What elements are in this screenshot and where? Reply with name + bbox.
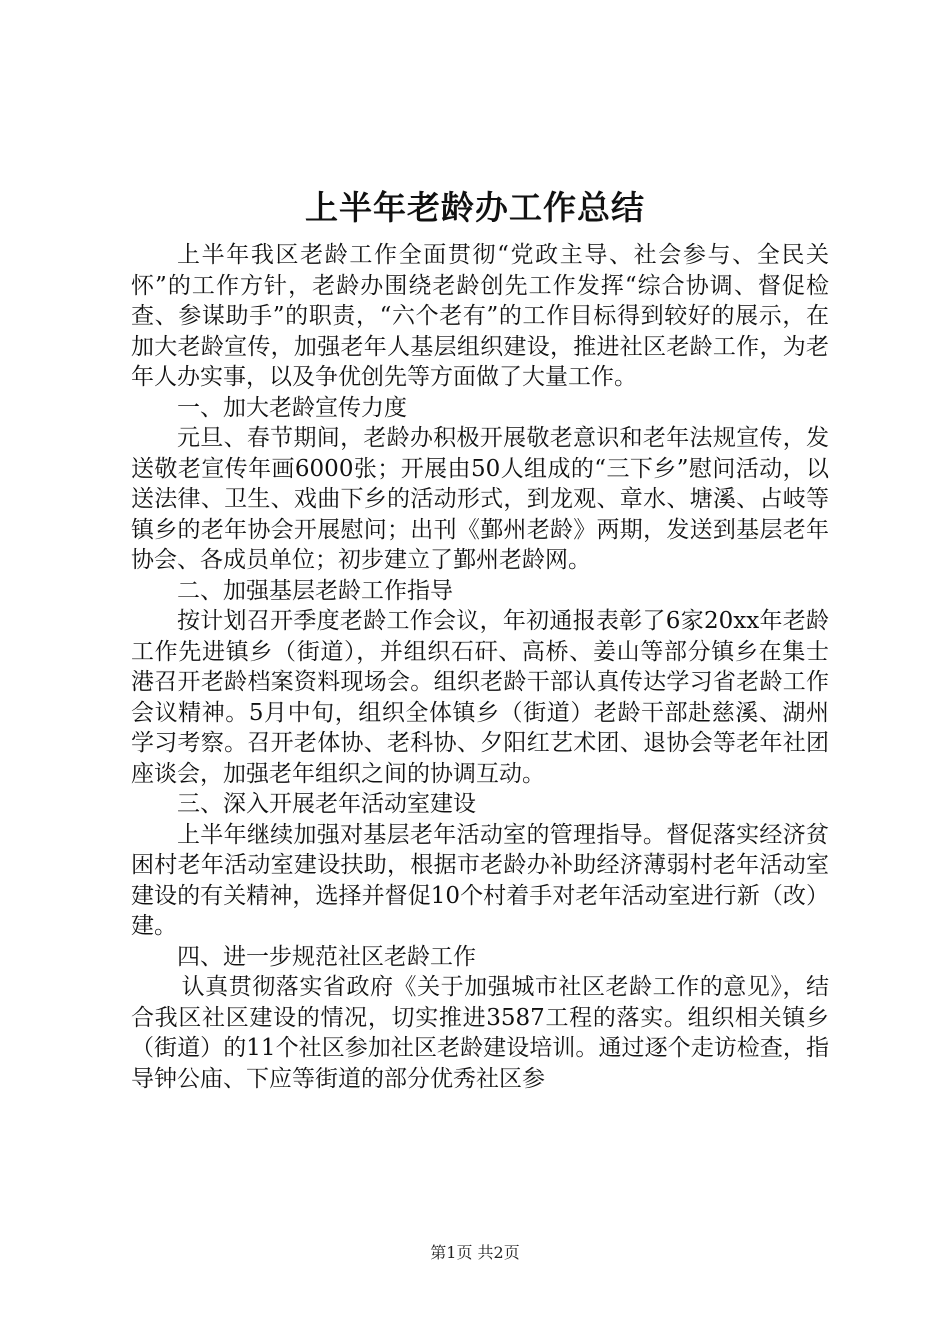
- section-paragraph-4: 认真贯彻落实省政府《关于加强城市社区老龄工作的意见》，结合我区社区建设的情况，切实推进3587工程的落实。组织相关镇乡（街道）的11个社区参加社区老龄建设培训。通过逐个走访检查，指导钟公庙、下应等街道的部分优秀社区参: [131, 974, 829, 1092]
- document-title: 上半年老龄办工作总结: [305, 188, 645, 227]
- page-footer: 第1页 共2页: [430, 1243, 520, 1262]
- section-heading-3: 三、深入开展老年活动室建设: [177, 791, 476, 817]
- section-heading-1: 一、加大老龄宣传力度: [177, 394, 407, 421]
- section-heading-4: 四、进一步规范社区老龄工作: [177, 943, 476, 970]
- section-paragraph-2: 按计划召开季度老龄工作会议，年初通报表彰了6家20xx年老龄工作先进镇乡（街道），并组织石矸、高桥、姜山等部分镇乡在集士港召开老龄档案资料现场会。组织老龄干部认真传达学习省老龄工作会议精神。5月中旬，组织全体镇乡（街道）老龄干部赴慈溪、湖州学习考察。召开老体协、老科协、夕阳红艺术团、退协会等老年社团座谈会，加强老年组织之间的协调互动。: [131, 608, 829, 787]
- document-body: [131, 240, 829, 1094]
- section-heading-2: 二、加强基层老龄工作指导: [177, 577, 453, 604]
- intro-paragraph: 上半年我区老龄工作全面贯彻“党政主导、社会参与、全民关怀”的工作方针，老龄办围绕老龄创先工作发挥“综合协调、督促检查、参谋助手”的职责，“六个老有”的工作目标得到较好的展示，在加大老龄宣传，加强老年人基层组织建设，推进社区老龄工作，为老年人办实事，以及争优创先等方面做了大量工作。: [131, 242, 829, 390]
- section-paragraph-1: 元旦、春节期间，老龄办积极开展敬老意识和老年法规宣传，发送敬老宣传年画6000张；开展由50人组成的“三下乡”慰问活动，以送法律、卫生、戏曲下乡的活动形式，到龙观、章水、塘溪、占岐等镇乡的老年协会开展慰问；出刊《鄞州老龄》两期，发送到基层老年协会、各成员单位；初步建立了鄞州老龄网。: [131, 425, 829, 573]
- section-paragraph-3: 上半年继续加强对基层老年活动室的管理指导。督促落实经济贫困村老年活动室建设扶助，根据市老龄办补助经济薄弱村老年活动室建设的有关精神，选择并督促10个村着手对老年活动室进行新（改）建。: [131, 821, 829, 939]
